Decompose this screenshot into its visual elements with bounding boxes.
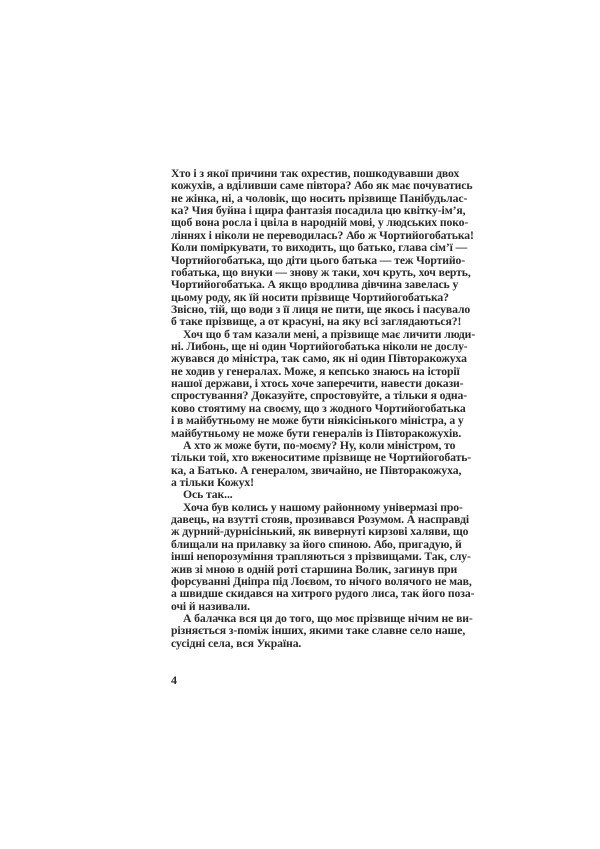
- text-line: Ось так...: [183, 488, 233, 502]
- page-number: 4: [171, 673, 177, 687]
- text-line: нашої держави, і хтось хоче заперечити, навести докази-: [171, 377, 464, 391]
- text-line: Хоч що б там казали мені, а прізвище має личити люди-: [183, 327, 476, 341]
- paragraph: [171, 167, 474, 329]
- text-line: очі й називали.: [171, 599, 250, 613]
- text-line: А балачка вся ця до того, що моє прізвище нічим не ви-: [183, 611, 473, 625]
- text-line: блищали на прилавку за його спиною. Або, пригадую, й: [171, 537, 462, 551]
- text-line: ка? Чия буйна і щира фантазія посадила цю квітку-ім’я,: [171, 204, 466, 218]
- text-line: майбутньому не може бути генералів із Півторакожухів.: [171, 426, 462, 440]
- text-line: не жінка, ні, а чоловік, що носить прізвище Панібудьлас-: [171, 191, 468, 205]
- text-line: ка, а Батько. А генералом, звичайно, не Півторакожуха,: [171, 463, 462, 477]
- text-line: інші непорозуміння трапляються з прізвищами. Так, слу-: [171, 550, 471, 564]
- text-line: Звісно, тій, що води з її лиця не пити, ще якось і пасувало: [171, 302, 471, 316]
- text-line: щоб вона росла і цвіла в народній мові, у людських поко-: [171, 216, 469, 230]
- text-line: Чортийогобатька. А якщо вродлива дівчина завелась у: [171, 278, 459, 292]
- text-line: цьому роду, як їй носити прізвище Чортийогобатька?: [171, 290, 449, 304]
- text-line: і в майбутньому не може бути ніякісінького міністра, а у: [171, 414, 464, 428]
- text-line: ж дурний-дурнісінький, як вивернуті кирзові халяви, що: [171, 525, 469, 539]
- text-line: тільки той, хто вженоситиме прізвище не Чортийогобать-: [171, 451, 472, 465]
- paragraph: [171, 438, 472, 489]
- text-line: жувався до міністра, так само, як ні один Півторакожуха: [171, 352, 467, 366]
- text-line: гобатька, що внуки — знову ж таки, хоч круть, хоч верть,: [171, 265, 471, 279]
- text-line: ні. Либонь, ще ні один Чортийогобатька ніколи не дослу-: [171, 340, 468, 354]
- text-line: форсуванні Дніпра під Лоєвом, то нічого волячого не мав,: [171, 574, 472, 588]
- text-line: спростування? Доказуйте, спростовуйте, а тільки я одна-: [171, 389, 468, 403]
- paragraph: [171, 500, 475, 613]
- text-line: ліннях і ніколи не переводилась? Або ж Чортийогобатька!: [171, 228, 474, 242]
- body-text: [171, 167, 476, 650]
- text-line: а швидше скидався на хитрого рудого лиса, так його поза-: [171, 587, 475, 601]
- text-line: кожухів, а вділивши саме півтора? Або як має почуватись: [171, 179, 473, 193]
- text-line: жив зі мною в одній роті старшина Волик, загинув при: [171, 562, 458, 576]
- text-line: ково стоятиму на своєму, що з жодного Чортийогобатька: [171, 401, 466, 415]
- text-line: різняється з-поміж інших, якими таке славне село наше,: [171, 624, 466, 638]
- text-line: Хоча був колись у нашому районному універмазі про-: [183, 500, 463, 514]
- paragraph: [171, 327, 476, 440]
- text-line: Чортийогобатька, що діти цього батька — теж Чортийо-: [171, 253, 466, 267]
- text-line: Коли поміркувати, то виходить, що батько, глава сім’ї —: [171, 241, 468, 255]
- text-line: сусідні села, вся Україна.: [171, 636, 302, 650]
- paragraph: [171, 489, 434, 501]
- paragraph: [171, 611, 473, 650]
- text-line: Хто і з якої причини так охрестив, пошкодувавши двох: [171, 167, 460, 180]
- text-line: а тільки Кожух!: [171, 475, 254, 489]
- text-line: А хто ж може бути, по-моєму? Ну, коли міністром, то: [183, 438, 456, 452]
- text-line: давець, на взутті стояв, прозивався Розумом. А насправді: [171, 513, 470, 527]
- text-line: не ходив у генералах. Може, я кепсько знаюсь на історії: [171, 364, 460, 378]
- text-line: б таке прізвище, а от красуні, на яку всі заглядаються?!: [171, 315, 462, 329]
